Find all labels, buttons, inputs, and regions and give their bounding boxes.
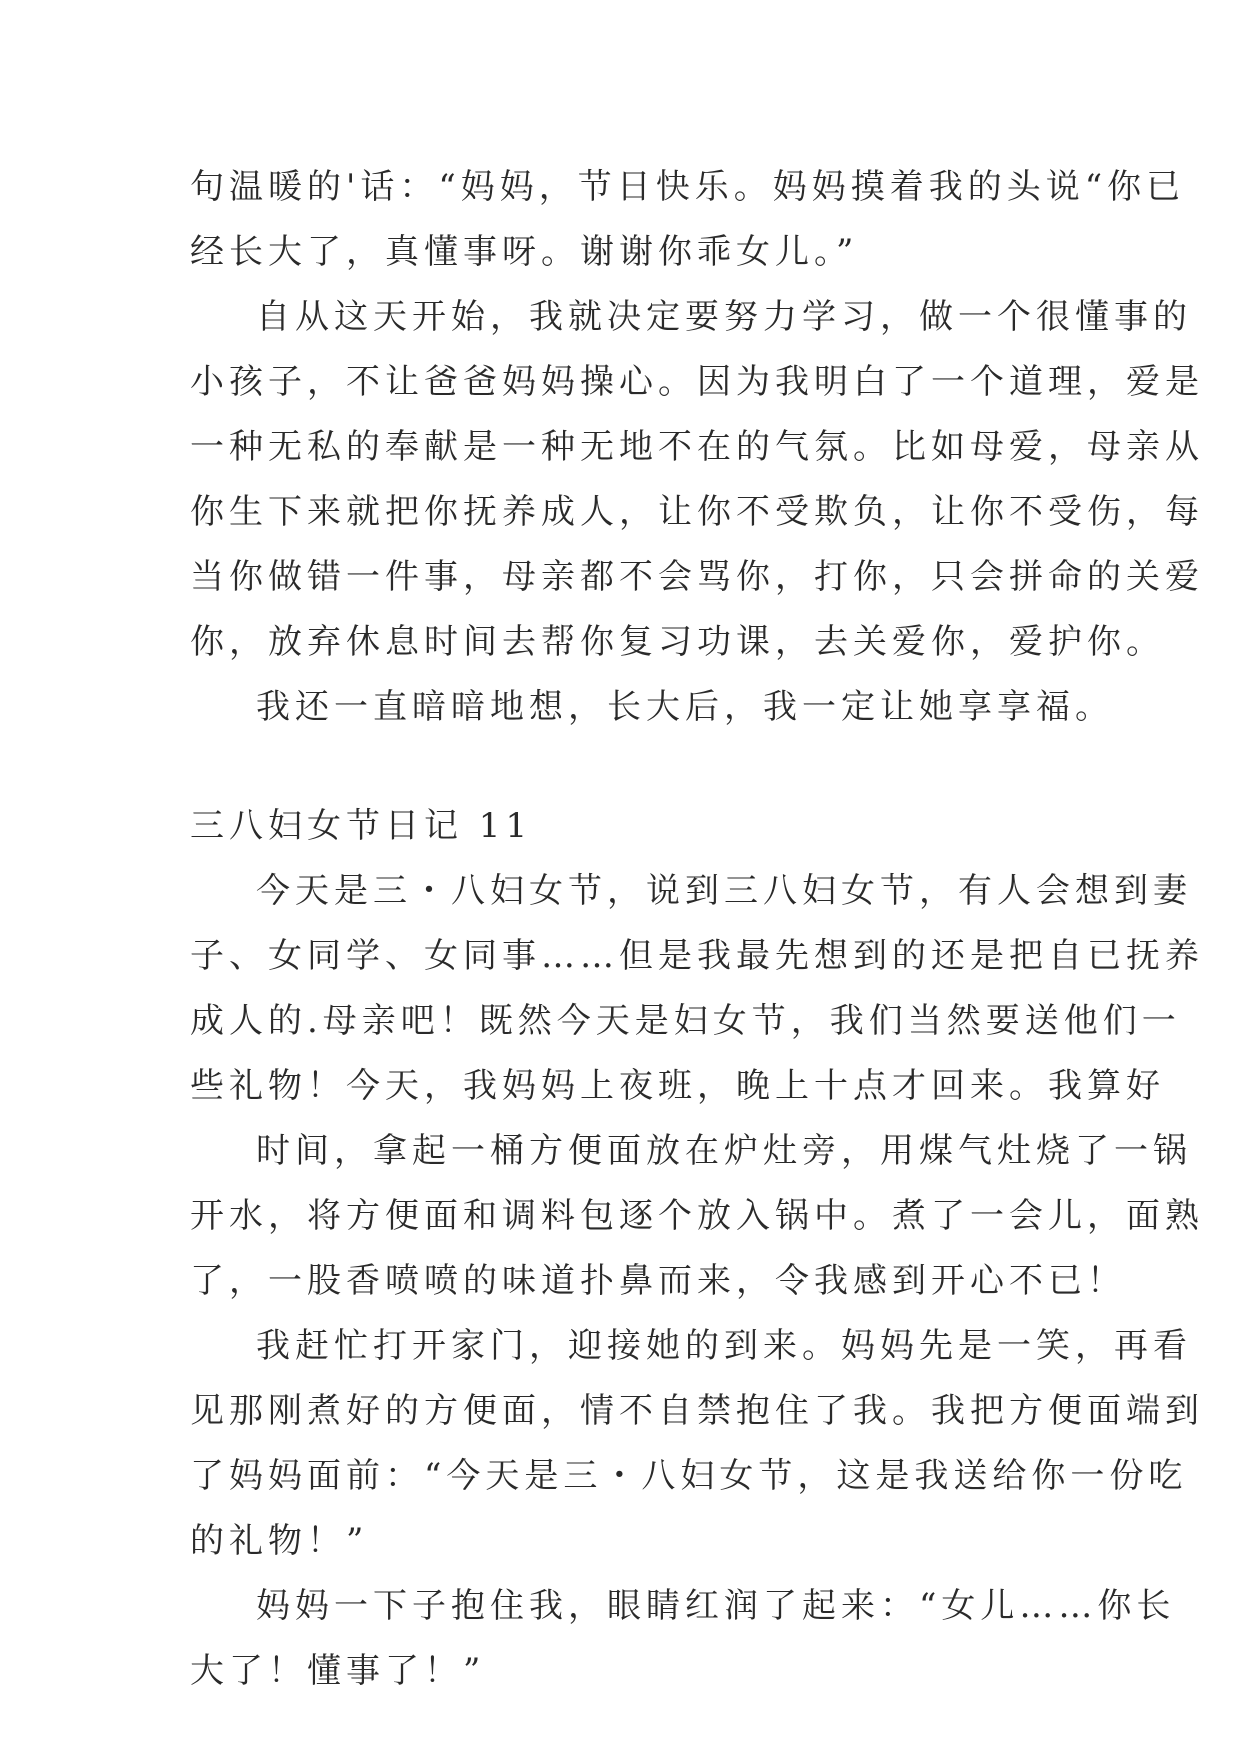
text-line: 当你做错一件事，母亲都不会骂你，打你，只会拼命的关爱 (190, 557, 1204, 597)
paragraph-gift (190, 1314, 1204, 1574)
text-line: 成人的.母亲吧！既然今天是妇女节，我们当然要送他们一 (190, 1001, 1181, 1041)
section-gap (190, 740, 1060, 794)
text-line: 一种无私的奉献是一种无地不在的气氛。比如母爱，母亲从 (190, 427, 1204, 467)
text-line: 经长大了，真懂事呀。谢谢你乖女儿。” (190, 232, 859, 272)
text-line: 大了！懂事了！” (190, 1651, 486, 1691)
text-line: 今天是三・八妇女节，说到三八妇女节，有人会想到妻 (256, 871, 1192, 911)
paragraph-warm-words (190, 155, 1186, 285)
document-body (190, 155, 1204, 1704)
text-line: 你生下来就把你抚养成人，让你不受欺负，让你不受伤，每 (190, 492, 1204, 532)
text-line: 了，一股香喷喷的味道扑鼻而来，令我感到开心不已！ (190, 1261, 1126, 1301)
text-line: 你，放弃休息时间去帮你复习功课，去关爱你，爱护你。 (190, 622, 1165, 662)
paragraph-cooking (190, 1119, 1204, 1314)
text-line: 妈妈一下子抱住我，眼睛红润了起来：“女儿……你长 (256, 1586, 1176, 1626)
text-line: 了妈妈面前：“今天是三・八妇女节，这是我送给你一份吃 (190, 1456, 1188, 1496)
paragraph-embrace (190, 1574, 1176, 1704)
text-line: 见那刚煮好的方便面，情不自禁抱住了我。我把方便面端到 (190, 1391, 1204, 1431)
text-line: 自从这天开始，我就决定要努力学习，做一个很懂事的 (256, 297, 1192, 337)
text-line: 的礼物！” (190, 1521, 369, 1561)
paragraph-womens-day (190, 859, 1204, 1119)
text-line: 小孩子，不让爸爸妈妈操心。因为我明白了一个道理，爱是 (190, 362, 1204, 402)
text-line: 子、女同学、女同事……但是我最先想到的还是把自已抚养 (190, 936, 1204, 976)
text-line: 时间，拿起一桶方便面放在炉灶旁，用煤气灶烧了一锅 (256, 1131, 1192, 1171)
text-line: 开水，将方便面和调料包逐个放入锅中。煮了一会儿，面熟 (190, 1196, 1204, 1236)
paragraph-resolution (190, 285, 1204, 675)
section-title: 三八妇女节日记 11 (190, 806, 533, 846)
text-line: 些礼物！今天，我妈妈上夜班，晚上十点才回来。我算好 (190, 1066, 1165, 1106)
text-line: 我还一直暗暗地想，长大后，我一定让她享享福。 (256, 687, 1114, 727)
text-line: 句温暖的'话：“妈妈，节日快乐。妈妈摸着我的头说“你已 (190, 167, 1186, 207)
text-line: 我赶忙打开家门，迎接她的到来。妈妈先是一笑，再看 (256, 1326, 1192, 1366)
paragraph-wish (190, 675, 1114, 740)
